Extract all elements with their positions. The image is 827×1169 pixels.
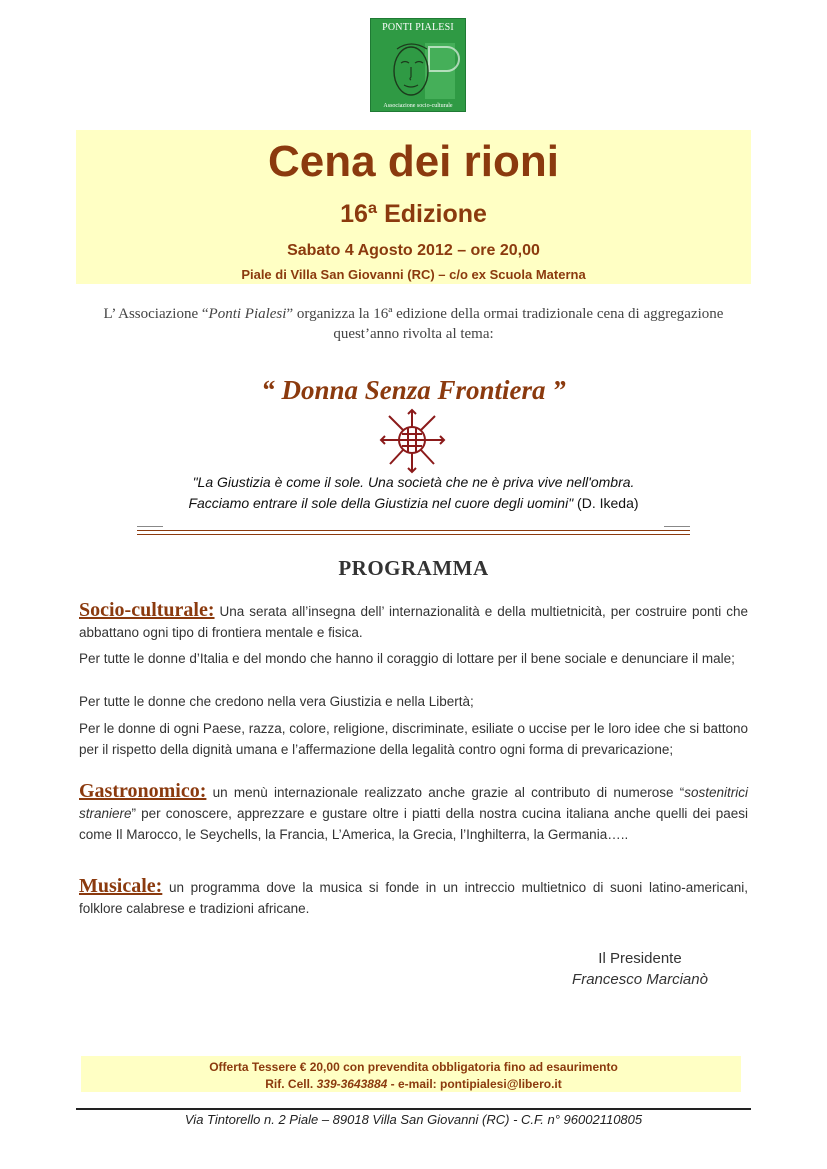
email-label: - e-mail: bbox=[387, 1077, 441, 1091]
signature-block bbox=[560, 948, 720, 990]
president-role: Il Presidente bbox=[598, 950, 682, 967]
quote-line-1: "La Giustizia è come il sole. Una società che ne è priva vive nell'ombra. bbox=[192, 474, 635, 490]
quote-line-2: Facciamo entrare il sole della Giustizia nel cuore degli uomini" bbox=[188, 495, 574, 511]
email-address: pontipialesi@libero.it bbox=[440, 1077, 562, 1091]
contact-line bbox=[0, 1077, 827, 1091]
intro-before: L’ Associazione “ bbox=[103, 306, 209, 322]
gastronomico-section bbox=[79, 781, 748, 845]
musicale-section bbox=[79, 876, 748, 919]
socio-culturale-section bbox=[79, 600, 748, 643]
footer-rule bbox=[76, 1108, 751, 1110]
paragraph-women-justice: Per tutte le donne che credono nella vera Giustizia e nella Libertà; bbox=[79, 694, 474, 709]
gastronomico-text-1: un menù internazionale realizzato anche grazie al contributo di numerose “ bbox=[206, 785, 685, 800]
musicale-label: Musicale: bbox=[79, 875, 163, 897]
ikeda-quote bbox=[0, 472, 827, 514]
divider-tick-right bbox=[664, 526, 690, 527]
section-divider bbox=[137, 530, 690, 531]
event-edition: 16ª Edizione bbox=[340, 200, 487, 228]
association-address: Via Tintorello n. 2 Piale – 89018 Villa San Giovanni (RC) - C.F. n° 96002110805 bbox=[184, 1112, 643, 1127]
divider-tick-left bbox=[137, 526, 163, 527]
programma-title: PROGRAMMA bbox=[338, 556, 489, 580]
event-theme: “ Donna Senza Frontiera ” bbox=[261, 375, 566, 405]
president-name: Francesco Marcianò bbox=[572, 971, 708, 988]
gastronomico-italic: sostenitrici straniere bbox=[79, 785, 748, 821]
section-divider-second bbox=[137, 534, 690, 535]
logo-subtitle: Associazione socio-culturale bbox=[383, 103, 453, 109]
logo-name: PONTI PIALESI bbox=[382, 22, 454, 33]
musicale-text: un programma dove la musica si fonde in un intreccio multietnico di suoni latino-americani, folklore calabrese e tradizioni africane. bbox=[79, 880, 748, 916]
paragraph-women-every-country: Per le donne di ogni Paese, razza, colore, religione, discriminate, esiliate o uccise per le loro idee che si battono per il rispetto della dignità umana e l’affermazione della legalità contro ogni forma di prevaricazione; bbox=[79, 721, 748, 757]
event-place: Piale di Villa San Giovanni (RC) – c/o ex Scuola Materna bbox=[241, 267, 586, 282]
association-logo bbox=[370, 18, 466, 112]
intro-paragraph bbox=[90, 304, 737, 344]
socio-culturale-text: Una serata all’insegna dell’ internazionalità e della multietnicità, per costruire ponti che abbattano ogni tipo di frontiera mentale e fisica. bbox=[79, 604, 748, 640]
intro-after: ” organizza la 16ª edizione della ormai tradizionale cena di aggregazione quest’anno rivolta al tema: bbox=[286, 306, 724, 342]
paragraph-women-courage: Per tutte le donne d’Italia e del mondo che hanno il coraggio di lottare per il bene sociale e denunciare il male; bbox=[79, 651, 735, 666]
cell-label: Rif. Cell. bbox=[265, 1077, 317, 1091]
event-date: Sabato 4 Agosto 2012 – ore 20,00 bbox=[287, 242, 540, 259]
intro-association-name: Ponti Pialesi bbox=[208, 306, 287, 322]
cell-number: 339-3643884 bbox=[316, 1077, 388, 1091]
socio-culturale-label: Socio-culturale: bbox=[79, 599, 215, 621]
gastronomico-text-2: ” per conoscere, apprezzare e gustare oltre i piatti della nostra cucina italiana anche quelli dei paesi come Il Marocco, le Seychells, la Francia, L’America, la Grecia, l’Inghilterra, la Germania….. bbox=[79, 806, 748, 842]
quote-author: (D. Ikeda) bbox=[573, 495, 639, 511]
sun-emblem-icon bbox=[378, 408, 448, 476]
event-title: Cena dei rioni bbox=[268, 137, 559, 186]
gastronomico-label: Gastronomico: bbox=[79, 780, 207, 802]
membership-offer: Offerta Tessere € 20,00 con prevendita obbligatoria fino ad esaurimento bbox=[209, 1060, 618, 1074]
